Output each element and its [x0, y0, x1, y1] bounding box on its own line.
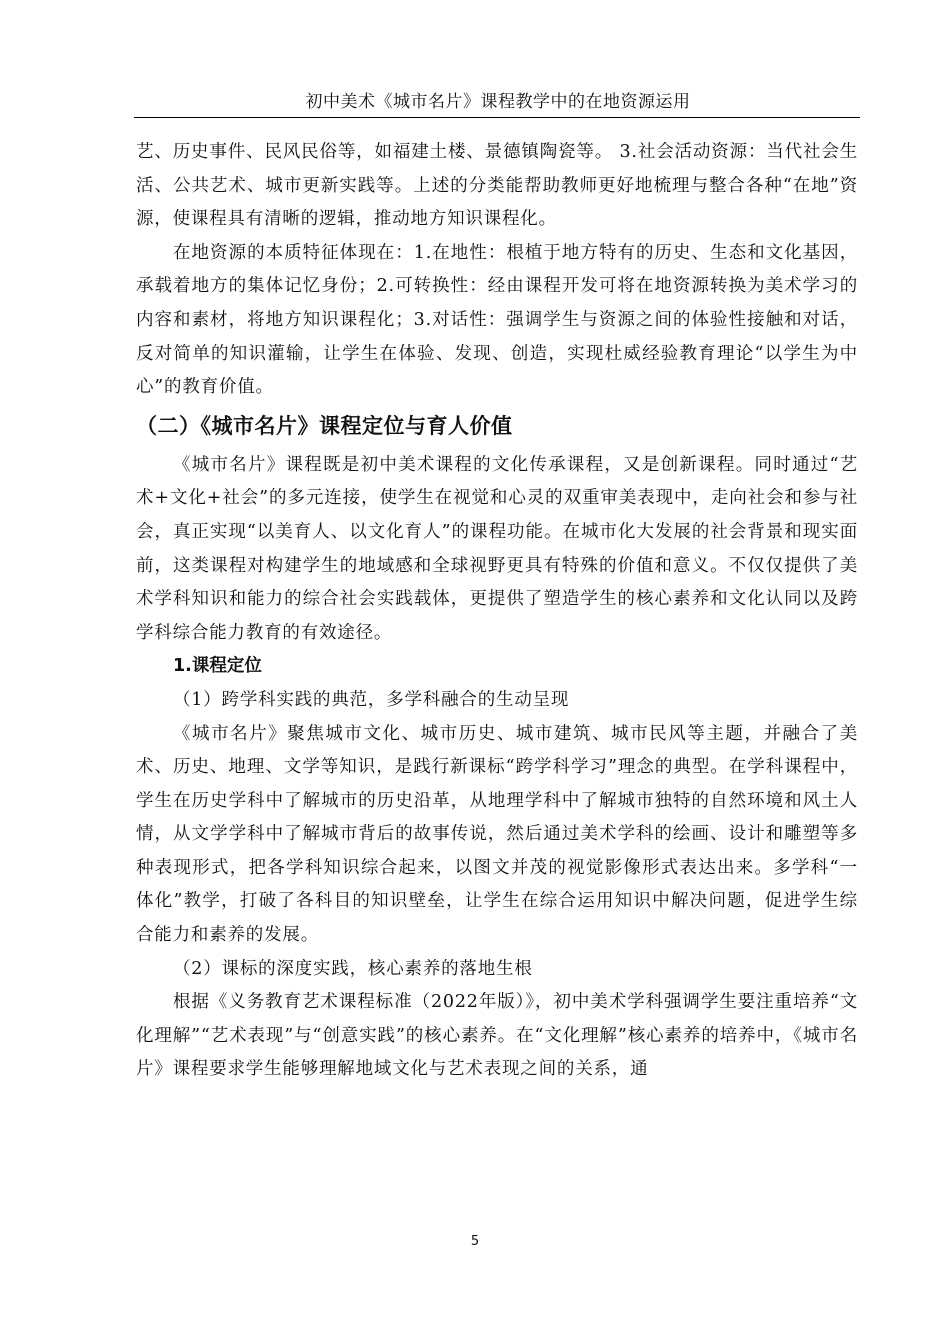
paragraph-interdisciplinary: 《城市名片》聚焦城市文化、城市历史、城市建筑、城市民风等主题，并融合了美术、历史、地理、文学等知识，是践行新课标“跨学科学习”理念的典型。在学科课程中，学生在历史学科中了解城市的历史沿革，从地理学科中了解城市独特的自然环境和风土人情，从文学学科中了解城市背后的故事传说，然后通过美术学科的绘画、设计和雕塑等多种表现形式，把各学科知识综合起来，以图文并茂的视觉影像形式表达出来。多学科“一体化”教学，打破了各科目的知识壁垒，让学生在综合运用知识中解决问题，促进学生综合能力和素养的发展。: [136, 723, 858, 946]
item-heading-2: （2）课标的深度实践，核心素养的落地生根: [173, 958, 533, 979]
page-number: 5: [470, 1234, 480, 1249]
body-content: [136, 136, 858, 1087]
paragraph-continued: 艺、历史事件、民风民俗等，如福建土楼、景德镇陶瓷等。 3.社会活动资源：当代社会生活、公共艺术、城市更新实践等。上述的分类能帮助教师更好地梳理与整合各种“在地”资源，使课程具有清晰的逻辑，推动地方知识课程化。: [136, 142, 858, 230]
item-heading-1: （1）跨学科实践的典范，多学科融合的生动呈现: [173, 689, 570, 710]
running-header: 初中美术《城市名片》课程教学中的在地资源运用: [305, 92, 691, 112]
section-heading: （二）《城市名片》课程定位与育人价值: [136, 413, 513, 438]
header-rule: [134, 117, 860, 118]
paragraph-course-intro: 《城市名片》课程既是初中美术课程的文化传承课程，又是创新课程。同时通过“艺术+文化+社会”的多元连接，使学生在视觉和心灵的双重审美表现中，走向社会和参与社会，真正实现“以美育人、以文化育人”的课程功能。在城市化大发展的社会背景和现实面前，这类课程对构建学生的地域感和全球视野更具有特殊的价值和意义。不仅仅提供了美术学科知识和能力的综合社会实践载体，更提供了塑造学生的核心素养和文化认同以及跨学科综合能力教育的有效途径。: [136, 454, 858, 643]
subheading-course-positioning: 1.课程定位: [173, 656, 262, 677]
paragraph-curriculum-standard: 根据《义务教育艺术课程标准（2022年版）》，初中美术学科强调学生要注重培养“文化理解”“艺术表现”与“创意实践”的核心素养。在“文化理解”核心素养的培养中，《城市名片》课程要求学生能够理解地域文化与艺术表现之间的关系，通: [136, 992, 858, 1080]
paragraph-characteristics: 在地资源的本质特征体现在：1.在地性：根植于地方特有的历史、生态和文化基因，承载着地方的集体记忆身份；2.可转换性：经由课程开发可将在地资源转换为美术学习的内容和素材，将地方知识课程化；3.对话性：强调学生与资源之间的体验性接触和对话，反对简单的知识灌输，让学生在体验、发现、创造，实现杜威经验教育理论“以学生为中心”的教育价值。: [136, 242, 858, 398]
